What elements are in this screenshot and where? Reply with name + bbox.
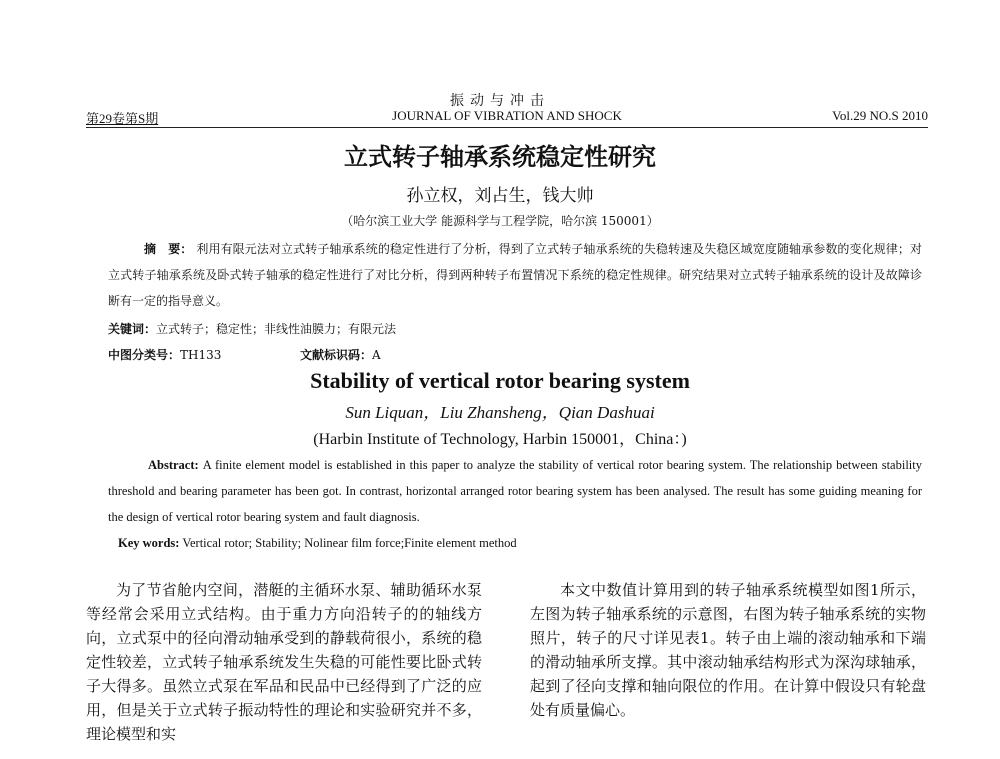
keywords-cn bbox=[108, 320, 396, 337]
abstract-en bbox=[108, 452, 922, 530]
classification-label: 中图分类号： bbox=[108, 348, 181, 362]
abstract-en-text: A finite element model is established in this paper to analyze the stability of vertical rotor bearing system. The relationship between stability threshold and bearing parameter has been got. In contrast, horizontal arranged rotor bearing system has been analysed. The result has some guiding meaning for the design of vertical rotor bearing system and fault diagnosis. bbox=[108, 458, 922, 524]
affiliation-cn: （哈尔滨工业大学 能源科学与工程学院，哈尔滨 150001） bbox=[341, 214, 659, 228]
document-code-label: 文献标识码： bbox=[300, 348, 373, 362]
abstract-en-label: Abstract: bbox=[148, 458, 199, 472]
journal-name-cn: 振动与冲击 bbox=[450, 93, 550, 109]
body-paragraph: 本文中数值计算用到的转子轴承系统模型如图1所示，左图为转子轴承系统的示意图，右图为转子轴承系统的实物照片，转子的尺寸详见表1。转子由上端的滚动轴承和下端的滑动轴承所支撑。其中滚动轴承结构形式为深沟球轴承，起到了径向支撑和轴向限位的作用。在计算中假设只有轮盘处有质量偏心。 bbox=[530, 581, 926, 719]
document-code bbox=[300, 346, 381, 363]
body-left-column bbox=[86, 578, 482, 746]
keywords-en-text: Vertical rotor; Stability; Nolinear film force;Finite element method bbox=[182, 536, 517, 550]
body-paragraph: 为了节省舱内空间，潜艇的主循环水泵、辅助循环水泵等经常会采用立式结构。由于重力方向沿转子的的轴线方向，立式泵中的径向滑动轴承受到的静载荷很小，系统的稳定性较差，立式转子轴承系统发生失稳的可能性要比卧式转子大得多。虽然立式泵在军品和民品中已经得到了广泛的应用，但是关于立式转子振动特性的理论和实验研究并不多，理论模型和实 bbox=[86, 581, 482, 743]
authors-cn: 孙立权，刘占生，钱大帅 bbox=[406, 186, 594, 206]
classification-number bbox=[108, 346, 221, 363]
keywords-cn-text: 立式转子；稳定性；非线性油膜力；有限元法 bbox=[156, 322, 397, 336]
body-right-column bbox=[530, 578, 926, 722]
abstract-cn-text: 利用有限元法对立式转子轴承系统的稳定性进行了分析，得到了立式转子轴承系统的失稳转速及失稳区域宽度随轴承参数的变化规律；对立式转子轴承系统及卧式转子轴承的稳定性进行了对比分析，得到两种转子布置情况下系统的稳定性规律。研究结果对立式转子轴承系统的设计及故障诊断有一定的指导意义。 bbox=[108, 242, 922, 308]
classification-value: TH133 bbox=[180, 348, 222, 362]
paper-title-en: Stability of vertical rotor bearing system bbox=[310, 368, 690, 393]
running-header bbox=[86, 107, 928, 128]
keywords-cn-label: 关键词： bbox=[108, 322, 157, 336]
keywords-en bbox=[118, 536, 517, 551]
authors-en: Sun Liquan，Liu Zhansheng，Qian Dashuai bbox=[345, 403, 655, 422]
abstract-cn bbox=[108, 236, 922, 314]
affiliation-en: (Harbin Institute of Technology, Harbin 150001，China：) bbox=[313, 431, 687, 448]
keywords-en-label: Key words: bbox=[118, 536, 180, 550]
journal-name-en: JOURNAL OF VIBRATION AND SHOCK bbox=[392, 108, 622, 123]
issue-cn: 第29卷第S期 bbox=[86, 111, 159, 126]
document-code-value: A bbox=[372, 348, 381, 362]
abstract-cn-label: 摘 要： bbox=[144, 242, 193, 256]
volume-en: Vol.29 NO.S 2010 bbox=[832, 108, 928, 123]
paper-title-cn: 立式转子轴承系统稳定性研究 bbox=[344, 143, 656, 171]
